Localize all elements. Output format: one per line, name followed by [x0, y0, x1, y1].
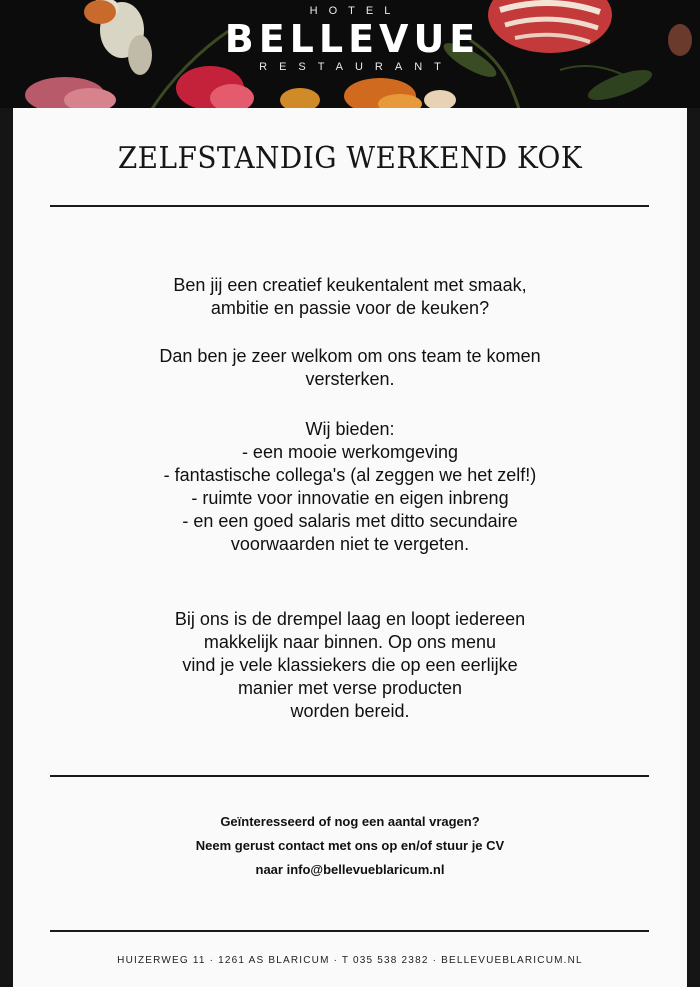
divider-middle [50, 775, 649, 777]
offer-item: - ruimte voor innovatie en eigen inbreng [191, 488, 509, 508]
welcome-paragraph [60, 345, 640, 391]
offer-item: - een mooie werkomgeving [241, 442, 459, 462]
left-border [0, 108, 13, 987]
welcome-line: Dan ben je zeer welkom om ons team te komen [159, 346, 541, 366]
intro-paragraph [60, 274, 640, 320]
divider-top [50, 205, 649, 207]
contact-email-line[interactable]: naar info@bellevueblaricum.nl [255, 862, 445, 877]
contact-line: Geïnteresseerd of nog een aantal vragen? [220, 814, 480, 829]
footer-address: HUIZERWEG 11 · 1261 AS BLARICUM · T 035 538 2382 · BELLEVUEBLARICUM.NL [117, 955, 583, 966]
welcome-line: versterken. [305, 369, 395, 389]
offer-heading: Wij bieden: [305, 419, 395, 439]
contact-line: Neem gerust contact met ons op en/of stuur je CV [195, 838, 505, 853]
intro-line: ambitie en passie voor de keuken? [210, 298, 490, 318]
offer-item: - fantastische collega's (al zeggen we het zelf!) [163, 465, 537, 485]
contact-block [60, 810, 640, 882]
header-banner [0, 0, 700, 112]
logo-hotel-text: HOTEL [309, 5, 402, 17]
about-line: makkelijk naar binnen. Op ons menu [203, 632, 497, 652]
right-border [687, 108, 700, 987]
page-title: ZELFSTANDIG WERKEND KOK [117, 141, 583, 176]
divider-bottom [50, 930, 649, 932]
logo-name-text: BELLEVUE [224, 17, 481, 61]
offer-item: voorwaarden niet te vergeten. [230, 534, 470, 554]
about-line: worden bereid. [290, 701, 410, 721]
about-line: manier met verse producten [237, 678, 463, 698]
about-paragraph [60, 608, 640, 723]
about-line: Bij ons is de drempel laag en loopt iedereen [174, 609, 526, 629]
offer-item: - en een goed salaris met ditto secundaire [182, 511, 518, 531]
about-line: vind je vele klassiekers die op een eerlijke [182, 655, 518, 675]
logo-restaurant-text: RESTAURANT [259, 61, 453, 73]
hotel-logo [0, 4, 700, 74]
offer-list [60, 418, 640, 556]
intro-line: Ben jij een creatief keukentalent met smaak, [173, 275, 527, 295]
